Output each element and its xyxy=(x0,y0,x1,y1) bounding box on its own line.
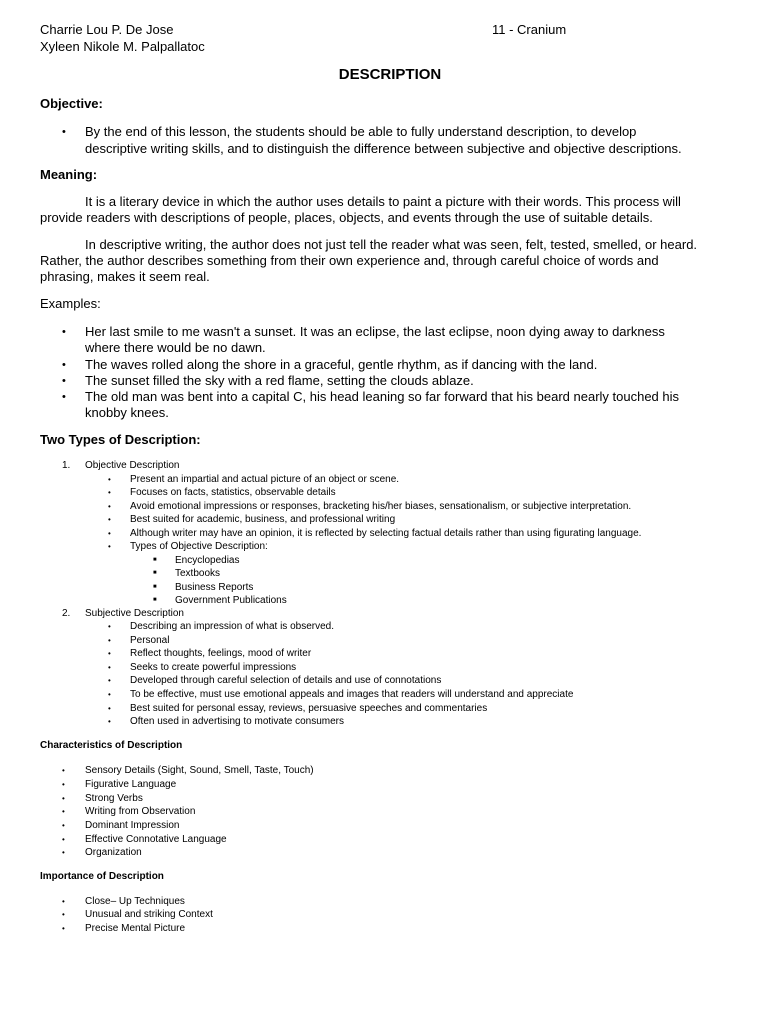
subjective-item: Describing an impression of what is observed. xyxy=(130,621,334,632)
list-bullet: • xyxy=(108,690,111,699)
objective-item: Avoid emotional impressions or responses, bracketing his/her biases, sensationalism, or subjective interpretation. xyxy=(130,501,632,512)
section-label: 11 - Cranium xyxy=(492,22,567,37)
objective-item: Types of Objective Description: xyxy=(130,541,268,552)
subjective-item: To be effective, must use emotional appeals and images that readers will understand and appreciate xyxy=(130,689,574,700)
characteristic-item: Organization xyxy=(85,847,142,858)
list-bullet: • xyxy=(108,636,111,645)
list-bullet: • xyxy=(108,704,111,713)
subjective-item: Developed through careful selection of details and use of connotations xyxy=(130,675,442,686)
list-bullet: • xyxy=(62,910,65,919)
objective-item: Focuses on facts, statistics, observable details xyxy=(130,487,336,498)
subjective-item: Often used in advertising to motivate consumers xyxy=(130,716,344,727)
subjective-item: Reflect thoughts, feelings, mood of writer xyxy=(130,648,312,659)
example-1-line-2: where there would be no dawn. xyxy=(85,340,266,355)
list-bullet: • xyxy=(108,717,111,726)
characteristic-item: Dominant Impression xyxy=(85,820,180,831)
list-bullet: • xyxy=(62,794,65,803)
objective-type-number: 1. xyxy=(62,460,71,471)
objective-bullet: • xyxy=(62,126,66,138)
characteristic-item: Figurative Language xyxy=(85,779,177,790)
list-bullet: • xyxy=(62,807,65,816)
list-bullet: • xyxy=(108,676,111,685)
example-1-line-1: Her last smile to me wasn't a sunset. It was an eclipse, the last eclipse, noon dying away to darkness xyxy=(85,324,665,339)
list-bullet: • xyxy=(108,529,111,538)
importance-item: Precise Mental Picture xyxy=(85,923,186,934)
meaning-p1-line-1: It is a literary device in which the author uses details to paint a picture with their words. This process will xyxy=(85,194,681,209)
author-name-2: Xyleen Nikole M. Palpallatoc xyxy=(40,39,205,54)
subjective-item: Seeks to create powerful impressions xyxy=(130,662,297,673)
page-title: DESCRIPTION xyxy=(338,66,442,83)
meaning-p2-line-3: phrasing, makes it seem real. xyxy=(40,269,210,284)
list-bullet: • xyxy=(108,502,111,511)
objective-line-1: By the end of this lesson, the students should be able to fully understand description, to develop xyxy=(85,124,637,139)
meaning-p2-line-2: Rather, the author describes something from their own experience and, through careful choice of words and xyxy=(40,253,659,268)
objective-type-label: Objective Description xyxy=(85,460,180,471)
example-bullet: • xyxy=(62,375,66,387)
characteristic-item: Sensory Details (Sight, Sound, Smell, Taste, Touch) xyxy=(85,765,314,776)
subjective-type-label: Subjective Description xyxy=(85,608,184,619)
subjective-type-number: 2. xyxy=(62,608,71,619)
square-bullet: ■ xyxy=(153,584,157,590)
square-bullet: ■ xyxy=(153,557,157,563)
list-bullet: • xyxy=(108,488,111,497)
objective-item: Present an impartial and actual picture of an object or scene. xyxy=(130,474,400,485)
meaning-heading: Meaning: xyxy=(40,167,98,182)
list-bullet: • xyxy=(62,780,65,789)
importance-item: Unusual and striking Context xyxy=(85,909,213,920)
importance-heading: Importance of Description xyxy=(40,871,164,882)
list-bullet: • xyxy=(62,821,65,830)
example-4-line-2: knobby knees. xyxy=(85,405,169,420)
example-3: The sunset filled the sky with a red flame, setting the clouds ablaze. xyxy=(85,373,474,388)
list-bullet: • xyxy=(108,515,111,524)
example-bullet: • xyxy=(62,326,66,338)
objective-subtype: Textbooks xyxy=(175,568,221,579)
objective-heading: Objective: xyxy=(40,96,103,111)
meaning-p2-line-1: In descriptive writing, the author does not just tell the reader what was seen, felt, tested, smelled, or heard. xyxy=(85,237,698,252)
characteristic-item: Effective Connotative Language xyxy=(85,834,227,845)
list-bullet: • xyxy=(108,663,111,672)
example-2: The waves rolled along the shore in a graceful, gentle rhythm, as if dancing with the land. xyxy=(85,357,598,372)
objective-subtype: Business Reports xyxy=(175,582,254,593)
objective-subtype: Government Publications xyxy=(175,595,287,606)
list-bullet: • xyxy=(62,924,65,933)
list-bullet: • xyxy=(62,848,65,857)
square-bullet: ■ xyxy=(153,570,157,576)
list-bullet: • xyxy=(108,475,111,484)
types-heading: Two Types of Description: xyxy=(40,432,201,447)
characteristic-item: Writing from Observation xyxy=(85,806,196,817)
square-bullet: ■ xyxy=(153,597,157,603)
objective-item: Best suited for academic, business, and professional writing xyxy=(130,514,396,525)
subjective-item: Best suited for personal essay, reviews, persuasive speeches and commentaries xyxy=(130,703,488,714)
list-bullet: • xyxy=(62,897,65,906)
objective-subtype: Encyclopedias xyxy=(175,555,240,566)
list-bullet: • xyxy=(62,766,65,775)
example-bullet: • xyxy=(62,391,66,403)
meaning-p1-line-2: provide readers with descriptions of people, places, objects, and events through the use of suitable details. xyxy=(40,210,653,225)
list-bullet: • xyxy=(62,835,65,844)
list-bullet: • xyxy=(108,649,111,658)
examples-heading: Examples: xyxy=(40,296,101,311)
subjective-item: Personal xyxy=(130,635,170,646)
example-bullet: • xyxy=(62,359,66,371)
characteristics-heading: Characteristics of Description xyxy=(40,740,183,751)
objective-item: Although writer may have an opinion, it is reflected by selecting factual details rather than using figurating language. xyxy=(130,528,642,539)
list-bullet: • xyxy=(108,622,111,631)
importance-item: Close– Up Techniques xyxy=(85,896,185,907)
example-4-line-1: The old man was bent into a capital C, his head leaning so far forward that his beard nearly touched his xyxy=(85,389,680,404)
list-bullet: • xyxy=(108,542,111,551)
objective-line-2: descriptive writing skills, and to distinguish the difference between subjective and objective descriptions. xyxy=(85,141,682,156)
characteristic-item: Strong Verbs xyxy=(85,793,143,804)
author-name-1: Charrie Lou P. De Jose xyxy=(40,22,174,37)
